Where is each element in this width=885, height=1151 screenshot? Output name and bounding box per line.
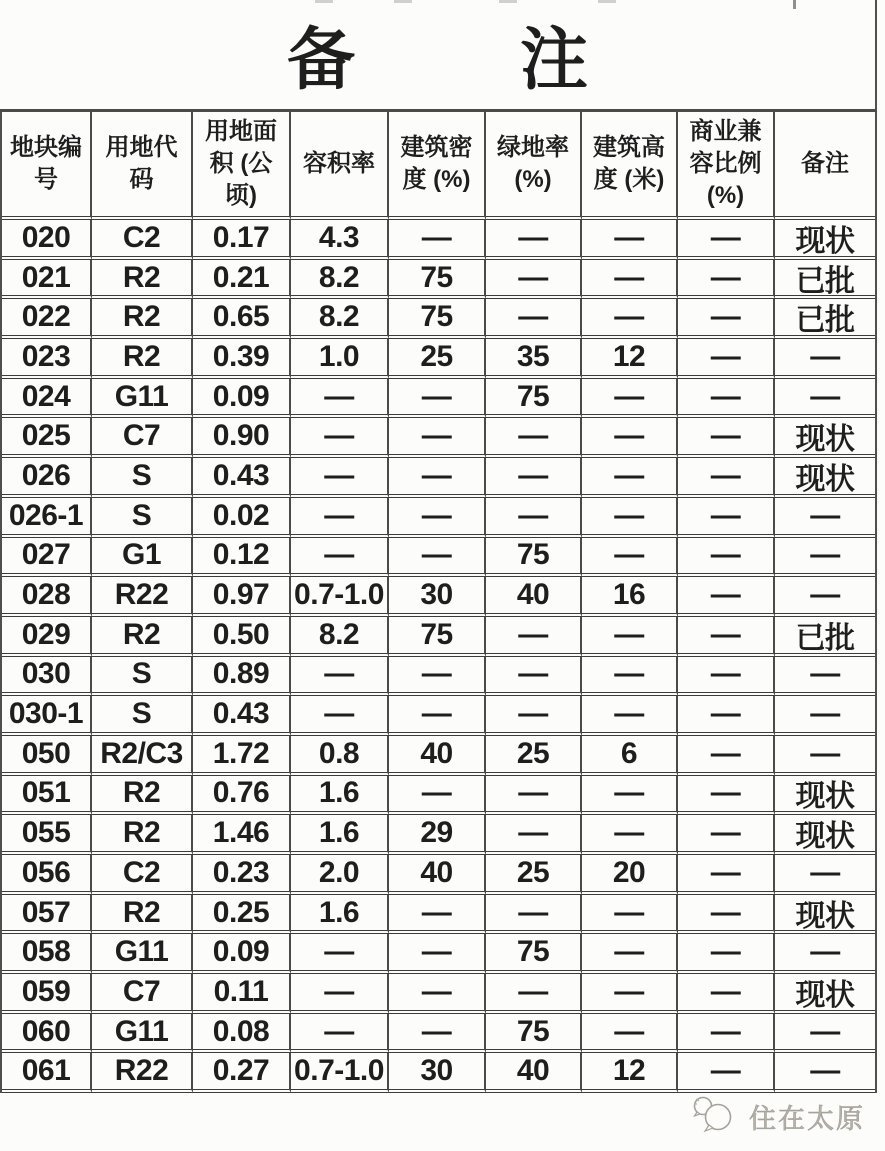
cell-land-area-hectare: 0.97 <box>193 577 291 617</box>
cell-green-ratio: — <box>486 657 582 697</box>
cell-building-density: 40 <box>389 736 486 776</box>
cell-plot-ratio: — <box>291 418 389 458</box>
cell-plot-ratio: 8.2 <box>291 299 389 339</box>
cell-commercial-mix: — <box>678 855 775 895</box>
cell-building-density: — <box>389 776 486 816</box>
cell-building-density: — <box>389 379 486 419</box>
table-row <box>2 458 875 498</box>
cell-building-height-m: — <box>582 538 678 578</box>
cell-commercial-mix: — <box>678 538 775 578</box>
cell-building-density: 29 <box>389 815 486 855</box>
cell-remarks: — <box>775 339 875 379</box>
cell-plot-ratio: 1.6 <box>291 815 389 855</box>
cell-green-ratio: — <box>486 418 582 458</box>
cell-plot-number: 029 <box>2 617 92 657</box>
cell-land-area-hectare: 0.02 <box>193 498 291 538</box>
cell-plot-ratio: — <box>291 696 389 736</box>
cell-building-density: — <box>389 934 486 974</box>
cell-land-area-hectare: 0.09 <box>193 379 291 419</box>
cell-building-density: 30 <box>389 577 486 617</box>
cell-landuse-code: R22 <box>92 1053 193 1093</box>
cell-land-area-hectare: 0.11 <box>193 974 291 1014</box>
cell-plot-ratio: — <box>291 657 389 697</box>
cell-plot-number: 050 <box>2 736 92 776</box>
table-row <box>2 736 875 776</box>
cell-building-density: — <box>389 974 486 1014</box>
cell-plot-ratio: 1.0 <box>291 339 389 379</box>
cell-building-density: 40 <box>389 855 486 895</box>
cell-plot-number: 023 <box>2 339 92 379</box>
cell-remarks: — <box>775 855 875 895</box>
cell-plot-number: 021 <box>2 260 92 300</box>
cell-green-ratio: — <box>486 815 582 855</box>
cell-building-density: — <box>389 418 486 458</box>
column-header-commercial-mix: 商业兼容比例 (%) <box>678 112 775 220</box>
cell-plot-ratio: 0.8 <box>291 736 389 776</box>
cell-remarks: — <box>775 1053 875 1093</box>
cell-plot-ratio: 1.6 <box>291 776 389 816</box>
cell-building-density: 75 <box>389 260 486 300</box>
cell-plot-ratio: — <box>291 1014 389 1054</box>
table-row <box>2 379 875 419</box>
cell-green-ratio: — <box>486 498 582 538</box>
cell-building-height-m: — <box>582 617 678 657</box>
cell-landuse-code: G11 <box>92 379 193 419</box>
cell-building-density: — <box>389 657 486 697</box>
cell-building-density: — <box>389 1014 486 1054</box>
cell-building-density: — <box>389 220 486 260</box>
table-row <box>2 260 875 300</box>
cell-plot-number: 026-1 <box>2 498 92 538</box>
cell-building-height-m: — <box>582 220 678 260</box>
cell-plot-number: 051 <box>2 776 92 816</box>
cell-commercial-mix: — <box>678 934 775 974</box>
cell-landuse-code: R2 <box>92 339 193 379</box>
cell-remarks: 已批 <box>775 617 875 657</box>
cell-landuse-code: S <box>92 657 193 697</box>
cell-land-area-hectare: 1.46 <box>193 815 291 855</box>
cell-building-density: 75 <box>389 617 486 657</box>
cell-building-height-m: — <box>582 974 678 1014</box>
table-grid <box>0 112 877 1093</box>
cell-plot-number: 027 <box>2 538 92 578</box>
table-row <box>2 934 875 974</box>
cell-building-height-m: 12 <box>582 1053 678 1093</box>
cell-green-ratio: — <box>486 776 582 816</box>
cell-green-ratio: — <box>486 260 582 300</box>
cell-landuse-code: R2/C3 <box>92 736 193 776</box>
cell-commercial-mix: — <box>678 617 775 657</box>
cell-building-height-m: — <box>582 934 678 974</box>
cell-green-ratio: 40 <box>486 1053 582 1093</box>
column-header-plot-number: 地块编号 <box>2 112 92 220</box>
cell-green-ratio: 75 <box>486 379 582 419</box>
cell-building-height-m: — <box>582 815 678 855</box>
cell-landuse-code: S <box>92 498 193 538</box>
cell-remarks: 已批 <box>775 260 875 300</box>
table-row <box>2 1053 875 1093</box>
cell-plot-number: 020 <box>2 220 92 260</box>
cell-landuse-code: S <box>92 696 193 736</box>
cell-remarks: — <box>775 934 875 974</box>
cell-landuse-code: R2 <box>92 299 193 339</box>
table-row <box>2 617 875 657</box>
cell-landuse-code: R2 <box>92 260 193 300</box>
watermark <box>691 1092 865 1140</box>
cell-plot-ratio: — <box>291 458 389 498</box>
speech-bubbles-icon <box>691 1095 739 1137</box>
table-row <box>2 498 875 538</box>
cell-commercial-mix: — <box>678 418 775 458</box>
cell-commercial-mix: — <box>678 379 775 419</box>
cell-land-area-hectare: 0.65 <box>193 299 291 339</box>
cell-building-height-m: — <box>582 657 678 697</box>
cell-plot-ratio: — <box>291 934 389 974</box>
cell-plot-number: 059 <box>2 974 92 1014</box>
table-row <box>2 776 875 816</box>
cell-plot-number: 030-1 <box>2 696 92 736</box>
table-title <box>0 0 877 112</box>
watermark-text: 住在太原 <box>749 1103 865 1134</box>
cell-commercial-mix: — <box>678 339 775 379</box>
cell-remarks: — <box>775 379 875 419</box>
cell-remarks: — <box>775 696 875 736</box>
table-row <box>2 696 875 736</box>
cell-plot-ratio: — <box>291 498 389 538</box>
cell-plot-number: 060 <box>2 1014 92 1054</box>
cell-commercial-mix: — <box>678 458 775 498</box>
table-row <box>2 577 875 617</box>
cell-landuse-code: C7 <box>92 974 193 1014</box>
cell-commercial-mix: — <box>678 696 775 736</box>
cell-land-area-hectare: 0.76 <box>193 776 291 816</box>
cell-land-area-hectare: 0.43 <box>193 696 291 736</box>
cell-commercial-mix: — <box>678 1014 775 1054</box>
cell-building-density: 25 <box>389 339 486 379</box>
cell-remarks: 现状 <box>775 895 875 935</box>
cell-building-height-m: — <box>582 1014 678 1054</box>
cell-commercial-mix: — <box>678 1053 775 1093</box>
cell-land-area-hectare: 0.27 <box>193 1053 291 1093</box>
cell-landuse-code: C2 <box>92 855 193 895</box>
cell-landuse-code: R2 <box>92 895 193 935</box>
cell-building-height-m: 12 <box>582 339 678 379</box>
cell-plot-ratio: — <box>291 379 389 419</box>
cell-remarks: — <box>775 498 875 538</box>
table-row <box>2 974 875 1014</box>
cell-building-height-m: — <box>582 379 678 419</box>
cell-remarks: 现状 <box>775 815 875 855</box>
cell-building-height-m: — <box>582 458 678 498</box>
cell-building-height-m: — <box>582 895 678 935</box>
title-char-right: 注 <box>520 22 589 98</box>
cell-commercial-mix: — <box>678 815 775 855</box>
cell-plot-ratio: 4.3 <box>291 220 389 260</box>
cell-green-ratio: — <box>486 895 582 935</box>
cell-plot-number: 024 <box>2 379 92 419</box>
cell-landuse-code: C7 <box>92 418 193 458</box>
cell-land-area-hectare: 0.43 <box>193 458 291 498</box>
title-char-left: 备 <box>286 22 355 98</box>
table-header-row <box>2 112 875 220</box>
cell-commercial-mix: — <box>678 260 775 300</box>
cell-green-ratio: — <box>486 974 582 1014</box>
cell-green-ratio: 75 <box>486 538 582 578</box>
cell-landuse-code: R2 <box>92 776 193 816</box>
table-row <box>2 299 875 339</box>
cell-landuse-code: C2 <box>92 220 193 260</box>
cell-plot-ratio: 1.6 <box>291 895 389 935</box>
cell-green-ratio: — <box>486 696 582 736</box>
cell-landuse-code: G1 <box>92 538 193 578</box>
table-row <box>2 538 875 578</box>
cell-remarks: 现状 <box>775 220 875 260</box>
cell-building-density: — <box>389 895 486 935</box>
cell-plot-ratio: 0.7-1.0 <box>291 1053 389 1093</box>
cell-plot-number: 061 <box>2 1053 92 1093</box>
cell-plot-number: 022 <box>2 299 92 339</box>
table-row <box>2 815 875 855</box>
cell-land-area-hectare: 0.09 <box>193 934 291 974</box>
cell-plot-ratio: 2.0 <box>291 855 389 895</box>
cell-commercial-mix: — <box>678 657 775 697</box>
column-header-land-area-hectare: 用地面积 (公顷) <box>193 112 291 220</box>
cell-plot-ratio: 8.2 <box>291 617 389 657</box>
table-row <box>2 895 875 935</box>
cell-green-ratio: 75 <box>486 934 582 974</box>
cell-landuse-code: S <box>92 458 193 498</box>
cell-green-ratio: 25 <box>486 855 582 895</box>
cell-commercial-mix: — <box>678 577 775 617</box>
cell-green-ratio: 25 <box>486 736 582 776</box>
column-header-building-height-m: 建筑高度 (米) <box>582 112 678 220</box>
cell-landuse-code: G11 <box>92 1014 193 1054</box>
cell-land-area-hectare: 0.89 <box>193 657 291 697</box>
cell-remarks: — <box>775 736 875 776</box>
cell-plot-number: 055 <box>2 815 92 855</box>
cell-remarks: — <box>775 1014 875 1054</box>
table-row <box>2 418 875 458</box>
cell-plot-number: 030 <box>2 657 92 697</box>
cell-plot-number: 057 <box>2 895 92 935</box>
cell-building-density: — <box>389 458 486 498</box>
cell-plot-number: 058 <box>2 934 92 974</box>
cell-land-area-hectare: 0.90 <box>193 418 291 458</box>
cell-land-area-hectare: 0.17 <box>193 220 291 260</box>
cell-building-density: 75 <box>389 299 486 339</box>
cell-commercial-mix: — <box>678 895 775 935</box>
table-row <box>2 657 875 697</box>
cell-building-height-m: — <box>582 418 678 458</box>
cell-commercial-mix: — <box>678 220 775 260</box>
cell-landuse-code: R2 <box>92 617 193 657</box>
cell-building-density: — <box>389 498 486 538</box>
cell-remarks: 已批 <box>775 299 875 339</box>
table-row <box>2 339 875 379</box>
cell-remarks: — <box>775 577 875 617</box>
cell-green-ratio: — <box>486 458 582 498</box>
cell-remarks: 现状 <box>775 974 875 1014</box>
cell-remarks: — <box>775 538 875 578</box>
cell-land-area-hectare: 0.12 <box>193 538 291 578</box>
column-header-remarks: 备注 <box>775 112 875 220</box>
cell-plot-ratio: — <box>291 974 389 1014</box>
column-header-landuse-code: 用地代码 <box>92 112 193 220</box>
cell-commercial-mix: — <box>678 498 775 538</box>
cell-land-area-hectare: 0.08 <box>193 1014 291 1054</box>
cell-building-height-m: — <box>582 776 678 816</box>
cell-land-area-hectare: 0.50 <box>193 617 291 657</box>
cell-remarks: — <box>775 657 875 697</box>
cell-green-ratio: 40 <box>486 577 582 617</box>
cell-landuse-code: R2 <box>92 815 193 855</box>
cell-landuse-code: R22 <box>92 577 193 617</box>
cell-remarks: 现状 <box>775 776 875 816</box>
cell-commercial-mix: — <box>678 974 775 1014</box>
table-row <box>2 855 875 895</box>
cell-plot-number: 028 <box>2 577 92 617</box>
cell-plot-ratio: 0.7-1.0 <box>291 577 389 617</box>
cell-plot-number: 026 <box>2 458 92 498</box>
cell-green-ratio: 35 <box>486 339 582 379</box>
column-header-building-density: 建筑密度 (%) <box>389 112 486 220</box>
cell-building-density: — <box>389 538 486 578</box>
cell-commercial-mix: — <box>678 736 775 776</box>
cell-plot-number: 056 <box>2 855 92 895</box>
cell-green-ratio: — <box>486 220 582 260</box>
cell-plot-ratio: 8.2 <box>291 260 389 300</box>
cell-land-area-hectare: 0.39 <box>193 339 291 379</box>
cell-green-ratio: — <box>486 299 582 339</box>
cell-remarks: 现状 <box>775 418 875 458</box>
cell-building-height-m: 20 <box>582 855 678 895</box>
cell-commercial-mix: — <box>678 776 775 816</box>
cell-landuse-code: G11 <box>92 934 193 974</box>
cell-building-height-m: — <box>582 696 678 736</box>
cell-building-height-m: — <box>582 299 678 339</box>
cell-building-height-m: — <box>582 498 678 538</box>
cell-plot-number: 025 <box>2 418 92 458</box>
cell-building-height-m: 6 <box>582 736 678 776</box>
cell-building-density: — <box>389 696 486 736</box>
column-header-green-ratio: 绿地率 (%) <box>486 112 582 220</box>
table-row <box>2 1014 875 1054</box>
cell-remarks: 现状 <box>775 458 875 498</box>
cell-green-ratio: 75 <box>486 1014 582 1054</box>
table-row <box>2 220 875 260</box>
column-header-plot-ratio: 容积率 <box>291 112 389 220</box>
table-body <box>2 220 875 1093</box>
cell-land-area-hectare: 0.23 <box>193 855 291 895</box>
cell-land-area-hectare: 1.72 <box>193 736 291 776</box>
cell-green-ratio: — <box>486 617 582 657</box>
cell-building-density: 30 <box>389 1053 486 1093</box>
cell-land-area-hectare: 0.21 <box>193 260 291 300</box>
cell-building-height-m: — <box>582 260 678 300</box>
cell-plot-ratio: — <box>291 538 389 578</box>
cell-commercial-mix: — <box>678 299 775 339</box>
cell-land-area-hectare: 0.25 <box>193 895 291 935</box>
cell-building-height-m: 16 <box>582 577 678 617</box>
